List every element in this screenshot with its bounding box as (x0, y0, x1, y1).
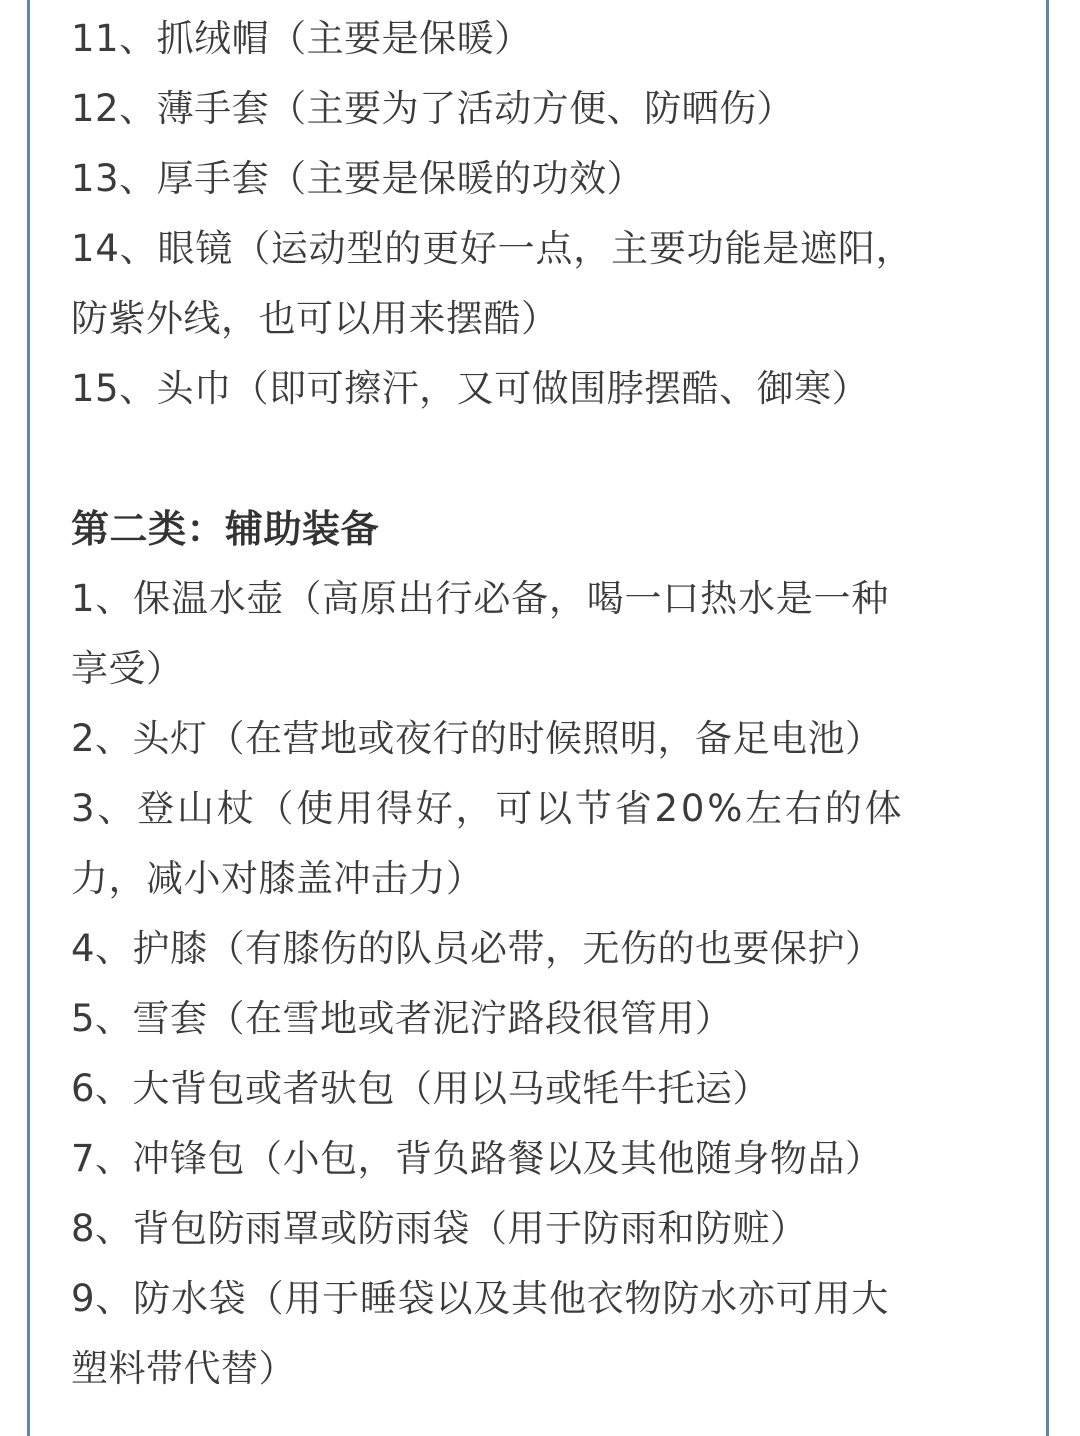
list-item: 3、登山杖（使用得好，可以节省20%左右的体 (71, 787, 905, 830)
list-item: 4、护膝（有膝伤的队员必带，无伤的也要保护） (71, 927, 883, 970)
list-item: 9、防水袋（用于睡袋以及其他衣物防水亦可用大 (71, 1277, 890, 1320)
section-spacer (71, 424, 1021, 494)
list-item: 7、冲锋包（小包，背负路餐以及其他随身物品） (71, 1137, 883, 1180)
list-item: 5、雪套（在雪地或者泥泞路段很管用） (71, 997, 733, 1040)
list-item-continuation: 防紫外线，也可以用来摆酷） (71, 297, 559, 340)
list-item: 11、抓绒帽（主要是保暖） (71, 17, 532, 60)
list-item: 12、薄手套（主要为了活动方便、防晒伤） (71, 87, 795, 130)
list-item: 8、背包防雨罩或防雨袋（用于防雨和防赃） (71, 1207, 808, 1250)
list-item-continuation: 力，减小对膝盖冲击力） (71, 857, 484, 900)
list-item: 2、头灯（在营地或夜行的时候照明，备足电池） (71, 717, 883, 760)
list-item: 13、厚手套（主要是保暖的功效） (71, 157, 645, 200)
section-heading: 第二类：辅助装备 (71, 507, 380, 551)
list-item-continuation: 塑料带代替） (71, 1347, 296, 1390)
list-item-continuation: 享受） (71, 647, 184, 690)
list-item: 6、大背包或者驮包（用以马或牦牛托运） (71, 1067, 771, 1110)
list-item: 14、眼镜（运动型的更好一点，主要功能是遮阳， (71, 227, 914, 270)
article-content (71, 4, 1021, 1404)
list-item: 15、头巾（即可擦汗，又可做围脖摆酷、御寒） (71, 367, 870, 410)
list-item: 1、保温水壶（高原出行必备，喝一口热水是一种 (71, 577, 890, 620)
